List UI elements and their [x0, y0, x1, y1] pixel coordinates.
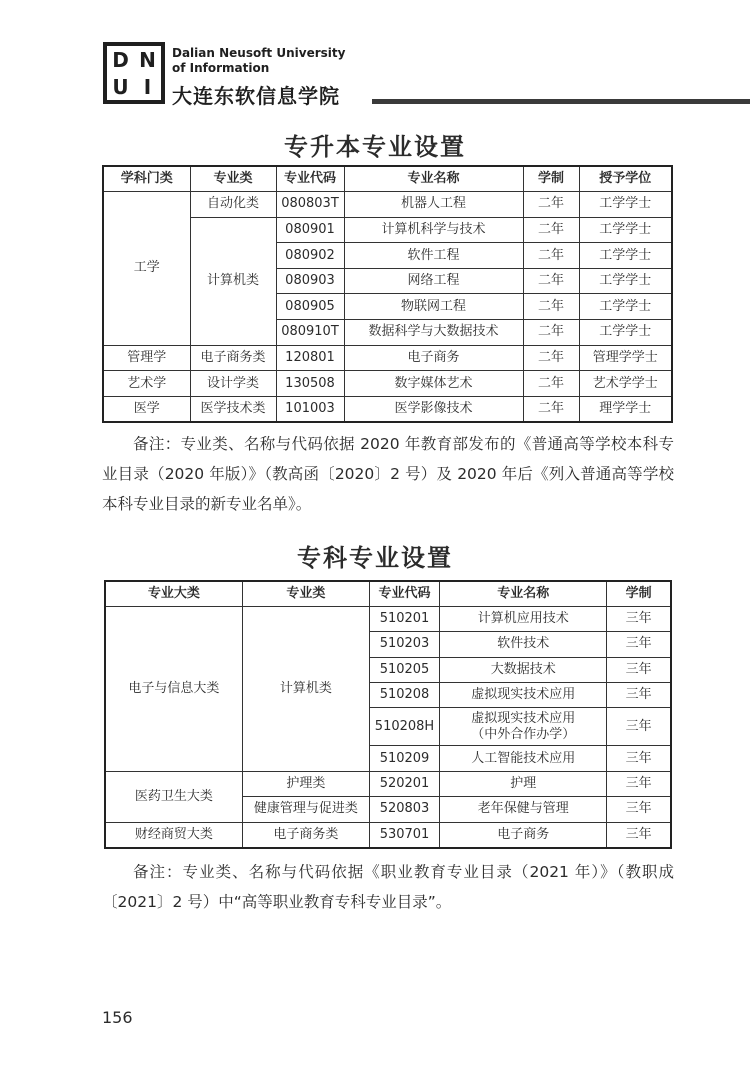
discipline-cell: 管理学: [103, 345, 190, 371]
table-header-row: [105, 581, 671, 606]
name-cell: 网络工程: [344, 268, 523, 294]
code-cell: 080905: [276, 294, 344, 320]
duration-cell: 三年: [607, 797, 671, 822]
degree-cell: 工学学士: [579, 320, 672, 346]
degree-cell: 工学学士: [579, 192, 672, 218]
table-row: [103, 371, 672, 397]
duration-cell: 三年: [607, 771, 671, 796]
code-cell: 530701: [369, 822, 439, 847]
category-cell: 电子商务类: [242, 822, 369, 847]
table-row: [105, 822, 671, 847]
discipline-cell: 工学: [103, 192, 190, 346]
category-cell: 电子商务类: [190, 345, 276, 371]
associate-programs-table: [104, 580, 672, 849]
code-cell: 080910T: [276, 320, 344, 346]
logo-letter: N: [139, 47, 156, 72]
code-cell: 080902: [276, 243, 344, 269]
code-cell: 510203: [369, 632, 439, 657]
major-category-cell: 财经商贸大类: [105, 822, 242, 847]
code-cell: 520803: [369, 797, 439, 822]
name-cell: 老年保健与管理: [440, 797, 607, 822]
table-row: [103, 345, 672, 371]
duration-cell: 二年: [523, 345, 579, 371]
degree-cell: 工学学士: [579, 268, 672, 294]
name-cell: 大数据技术: [440, 657, 607, 682]
duration-cell: 二年: [523, 294, 579, 320]
name-cell: 虚拟现实技术应用: [440, 683, 607, 708]
university-name-en-line1: Dalian Neusoft University: [172, 46, 346, 60]
table-row: [103, 192, 672, 218]
column-header: 专业类: [190, 166, 276, 192]
name-cell: 软件工程: [344, 243, 523, 269]
degree-cell: 管理学学士: [579, 345, 672, 371]
code-cell: 080803T: [276, 192, 344, 218]
code-cell: 510209: [369, 746, 439, 771]
upgrade-programs-table: [102, 165, 673, 423]
name-cell: 计算机应用技术: [440, 606, 607, 631]
duration-cell: 二年: [523, 192, 579, 218]
name-cell: 物联网工程: [344, 294, 523, 320]
duration-cell: 三年: [607, 632, 671, 657]
degree-cell: 工学学士: [579, 243, 672, 269]
university-name-en-line2: of Information: [172, 61, 270, 75]
university-logo: [103, 42, 165, 104]
section-title-upgrade-programs: 专升本专业设置: [284, 133, 466, 161]
major-category-cell: 医药卫生大类: [105, 771, 242, 822]
discipline-cell: 艺术学: [103, 371, 190, 397]
university-name-cn: 大连东软信息学院: [172, 84, 340, 108]
category-cell: 设计学类: [190, 371, 276, 397]
column-header: 专业代码: [369, 581, 439, 606]
category-cell: 自动化类: [190, 192, 276, 218]
table-row: [103, 396, 672, 422]
code-cell: 510205: [369, 657, 439, 682]
code-cell: 080903: [276, 268, 344, 294]
column-header: 学制: [523, 166, 579, 192]
column-header: 授予学位: [579, 166, 672, 192]
name-cell: 护理: [440, 771, 607, 796]
code-cell: 510208H: [369, 708, 439, 746]
duration-cell: 三年: [607, 657, 671, 682]
category-cell: 护理类: [242, 771, 369, 796]
column-header: 专业代码: [276, 166, 344, 192]
name-cell: 数字媒体艺术: [344, 371, 523, 397]
category-cell: 医学技术类: [190, 396, 276, 422]
major-category-cell: 电子与信息大类: [105, 606, 242, 771]
column-header: 专业名称: [344, 166, 523, 192]
name-cell: 计算机科学与技术: [344, 217, 523, 243]
name-cell: 电子商务: [440, 822, 607, 847]
associate-programs-note: 备注：专业类、名称与代码依据《职业教育专业目录（2021 年）》（教职成〔2021〕2 号）中“高等职业教育专科专业目录”。: [102, 863, 674, 911]
logo-letter: D: [112, 47, 129, 72]
logo-letter: U: [112, 74, 129, 99]
table-row: [105, 771, 671, 796]
degree-cell: 理学学士: [579, 396, 672, 422]
name-cell: 虚拟现实技术应用 （中外合作办学）: [440, 708, 607, 746]
column-header: 学科门类: [103, 166, 190, 192]
duration-cell: 三年: [607, 746, 671, 771]
code-cell: 520201: [369, 771, 439, 796]
code-cell: 130508: [276, 371, 344, 397]
name-cell: 数据科学与大数据技术: [344, 320, 523, 346]
name-cell: 电子商务: [344, 345, 523, 371]
duration-cell: 二年: [523, 268, 579, 294]
page-number: 156: [102, 1008, 133, 1027]
name-cell: 软件技术: [440, 632, 607, 657]
table-header-row: [103, 166, 672, 192]
university-name-en: [172, 46, 345, 76]
logo-letter: I: [143, 74, 152, 99]
duration-cell: 二年: [523, 371, 579, 397]
discipline-cell: 医学: [103, 396, 190, 422]
column-header: 专业名称: [440, 581, 607, 606]
column-header: 学制: [607, 581, 671, 606]
header-divider: [372, 99, 750, 104]
duration-cell: 二年: [523, 217, 579, 243]
duration-cell: 三年: [607, 606, 671, 631]
table-row: [105, 606, 671, 631]
degree-cell: 艺术学学士: [579, 371, 672, 397]
duration-cell: 三年: [607, 683, 671, 708]
column-header: 专业类: [242, 581, 369, 606]
code-cell: 510208: [369, 683, 439, 708]
category-cell: 计算机类: [242, 606, 369, 771]
degree-cell: 工学学士: [579, 217, 672, 243]
name-cell: 人工智能技术应用: [440, 746, 607, 771]
column-header: 专业大类: [105, 581, 242, 606]
name-cell: 机器人工程: [344, 192, 523, 218]
category-cell: 健康管理与促进类: [242, 797, 369, 822]
name-cell: 医学影像技术: [344, 396, 523, 422]
section-title-associate-programs: 专科专业设置: [297, 544, 453, 572]
duration-cell: 二年: [523, 243, 579, 269]
code-cell: 510201: [369, 606, 439, 631]
duration-cell: 三年: [607, 822, 671, 847]
duration-cell: 三年: [607, 708, 671, 746]
code-cell: 101003: [276, 396, 344, 422]
upgrade-programs-note: 备注：专业类、名称与代码依据 2020 年教育部发布的《普通高等学校本科专业目录（2020 年版）》（教高函〔2020〕2 号）及 2020 年后《列入普通高等学校本科专业目录的新专业名单》。: [102, 435, 674, 513]
code-cell: 120801: [276, 345, 344, 371]
category-cell: 计算机类: [190, 217, 276, 345]
duration-cell: 二年: [523, 396, 579, 422]
code-cell: 080901: [276, 217, 344, 243]
degree-cell: 工学学士: [579, 294, 672, 320]
duration-cell: 二年: [523, 320, 579, 346]
